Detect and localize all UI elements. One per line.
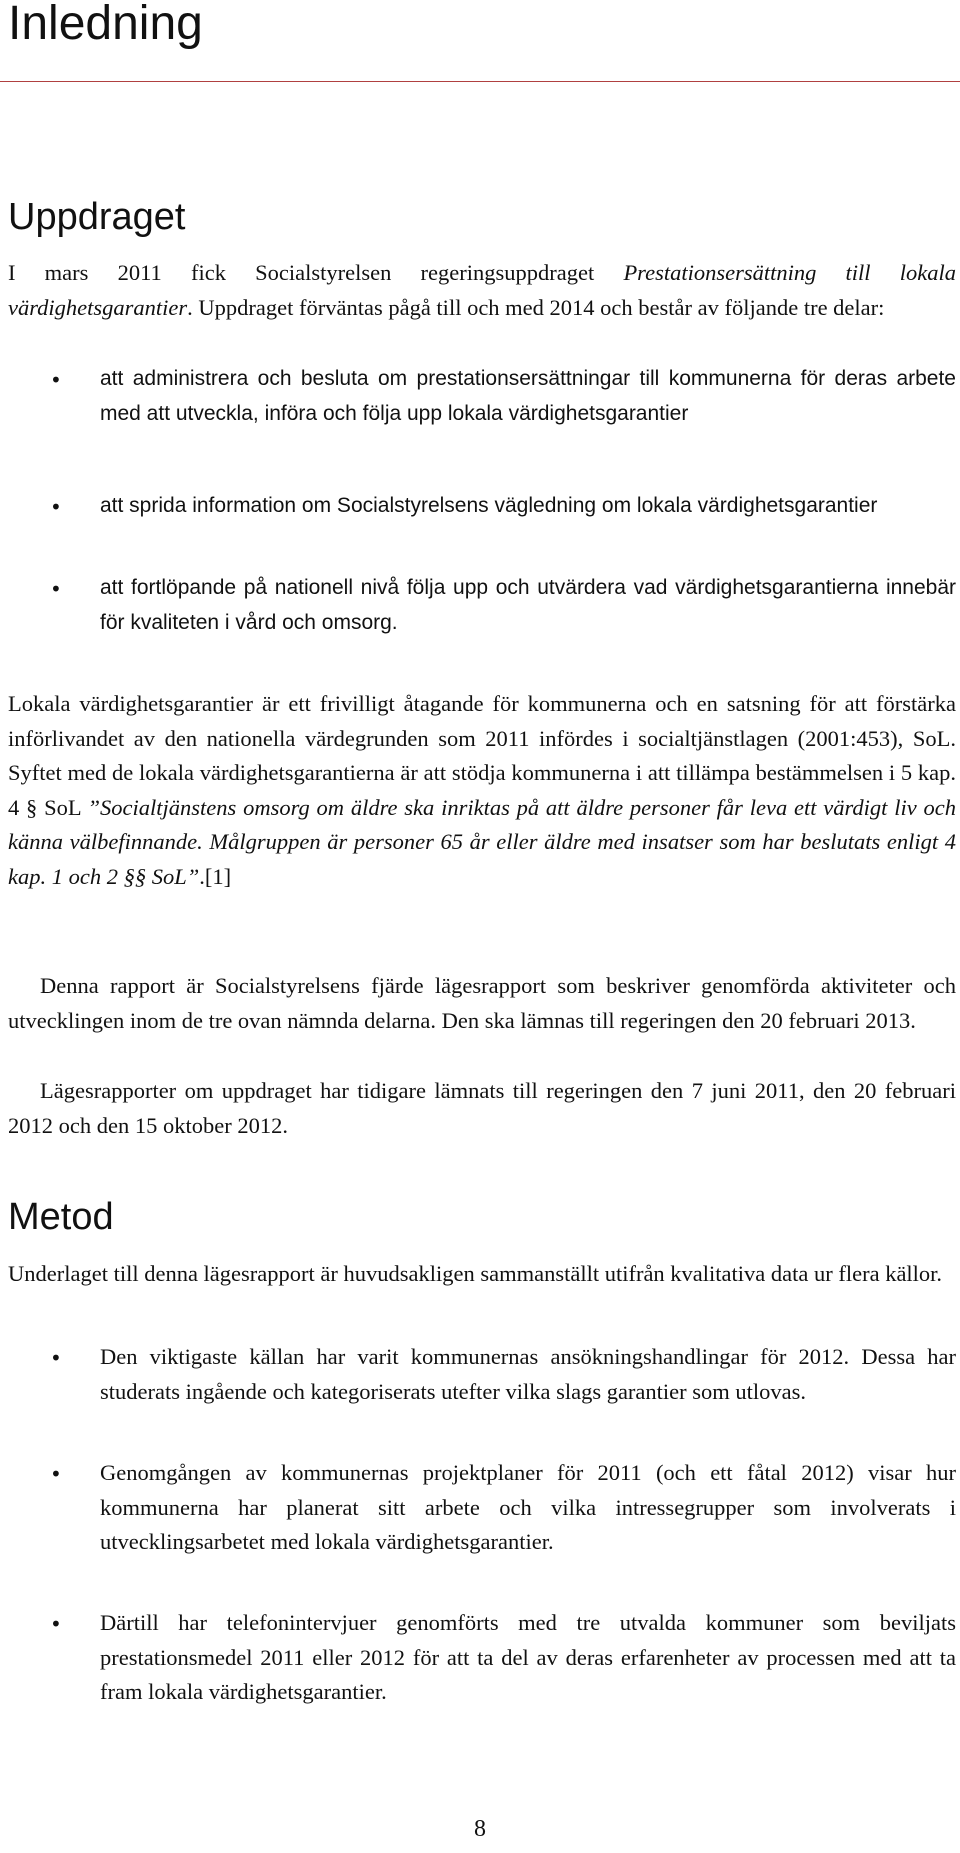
uppdraget-paragraph-4: Lägesrapporter om uppdraget har tidigare lämnats till regeringen den 7 juni 2011, den 20 februari 2012 och den 15 oktober 2012. [8, 1078, 956, 1138]
bullet-icon: • [50, 577, 62, 601]
page-number: 8 [474, 1816, 486, 1842]
bullet-icon: • [50, 1346, 62, 1370]
bullet-icon: • [50, 368, 62, 392]
para2-text-b: .[1] [199, 863, 232, 889]
intro-italic-title: Prestationsersättning till lokala värdighetsgarantier [8, 260, 956, 320]
section-heading-uppdraget: Uppdraget [8, 196, 186, 238]
metod-intro-paragraph: Underlaget till denna lägesrapport är huvudsakligen sammanställt utifrån kvalitativa data ur flera källor. [8, 1261, 943, 1286]
bullet-icon: • [50, 1612, 62, 1636]
metod-bullet-1: Den viktigaste källan har varit kommunernas ansökningshandlingar för 2012. Dessa har studerats ingående och kategoriserats utefter vilka slags garantier som utlovas. [100, 1344, 956, 1404]
uppdraget-bullet-2: att sprida information om Socialstyrelsens vägledning om lokala värdighetsgarantier [100, 494, 878, 517]
metod-bullet-3: Därtill har telefonintervjuer genomförts med tre utvalda kommuner som beviljats prestationsmedel 2011 eller 2012 för att ta del av deras erfarenheter av processen med att ta fram lokala värdighetsgarantier. [100, 1610, 956, 1704]
bullet-icon: • [50, 495, 62, 519]
uppdraget-bullet-1: att administrera och besluta om prestationsersättningar till kommunerna för deras arbete med att utveckla, införa och följa upp lokala värdighetsgarantier [100, 367, 956, 425]
uppdraget-paragraph-2 [8, 687, 956, 894]
section-heading-metod: Metod [8, 1196, 114, 1238]
intro-text-b: . Uppdraget förväntas pågå till och med 2014 och består av följande tre delar: [187, 294, 885, 320]
uppdraget-intro-paragraph [8, 256, 956, 325]
uppdraget-paragraph-3: Denna rapport är Socialstyrelsens fjärde lägesrapport som beskriver genomförda aktiviteter och utvecklingen inom de tre ovan nämnda delarna. Den ska lämnas till regeringen den 20 februari 2013. [8, 973, 956, 1033]
title-rule [0, 81, 960, 82]
intro-text-a: I mars 2011 fick Socialstyrelsen regeringsuppdraget [8, 260, 624, 285]
para2-quote: ”Socialtjänstens omsorg om äldre ska inriktas på att äldre personer får leva ett värdigt liv och känna välbefinnande. Målgruppen är personer 65 år eller äldre med insatser som har beslutats enligt 4 kap. 1 och 2 §§ SoL” [8, 794, 956, 889]
uppdraget-bullet-3: att fortlöpande på nationell nivå följa upp och utvärdera vad värdighetsgarantierna innebär för kvaliteten i vård och omsorg. [100, 576, 956, 634]
bullet-icon: • [50, 1462, 62, 1486]
metod-bullet-2: Genomgången av kommunernas projektplaner för 2011 (och ett fåtal 2012) visar hur kommunerna har planerat sitt arbete och vilka intressegrupper som involverats i utvecklingsarbetet med lokala värdighetsgarantier. [100, 1460, 956, 1554]
para2-text-a: Lokala värdighetsgarantier är ett frivilligt åtagande för kommunerna och en satsning för att förstärka införlivandet av den nationella värdegrunden som 2011 infördes i socialtjänstlagen (2001:453), SoL. Syftet med de lokala värdighetsgarantierna är att stödja kommunerna i att tillämpa bestämmelsen i 5 kap. 4 § SoL [8, 691, 956, 820]
chapter-title: Inledning [8, 0, 203, 50]
